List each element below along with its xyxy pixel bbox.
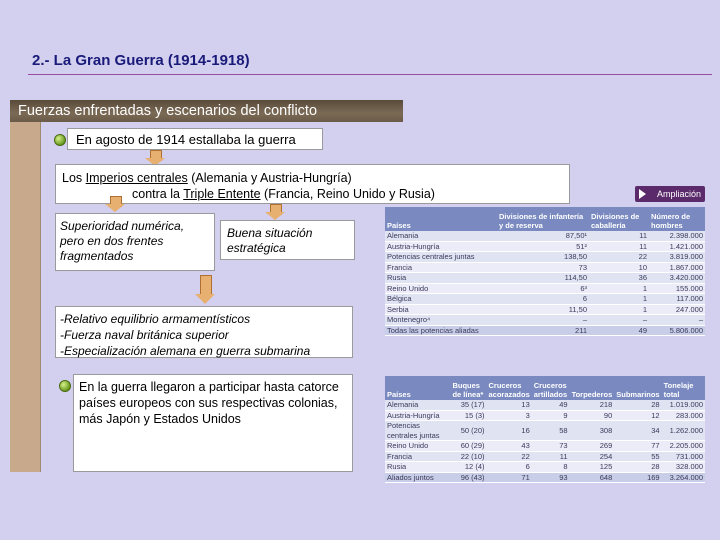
table-cell: 6³ [497,283,589,294]
table-cell: 247.000 [649,304,705,315]
table-cell: 90 [570,410,615,421]
table-cell: 6 [486,462,531,473]
ampliacion-label: Ampliación [656,189,701,199]
row-label: Montenegro⁴ [385,315,497,326]
alliances-mid: (Alemania y Austria-Hungría) [187,171,352,185]
table-cell: 11 [589,241,649,252]
table-cell: 117.000 [649,294,705,305]
arrow-head-icon [195,294,215,304]
alliances-box [55,164,570,204]
table-cell: 9 [532,410,570,421]
arrow-head-icon [105,204,125,212]
table-cell: 11 [532,451,570,462]
table-cell: 155.000 [649,283,705,294]
table-row [385,294,705,305]
table-row [385,241,705,252]
row-label: Austria-Hungría [385,241,497,252]
slide-title: 2.- La Gran Guerra (1914-1918) [32,52,250,69]
table-cell: 10 [589,262,649,273]
table-cell: 16 [486,421,531,441]
play-icon [639,189,646,199]
table-cell: 3.264.000 [662,472,705,483]
column-header: Divisiones de infantería y de reserva [497,207,589,231]
table-row [385,421,705,441]
balance-line: -Fuerza naval británica superior [60,328,229,342]
countries-box: En la guerra llegaron a participar hasta catorce países europeos con sus respectivas colonias, más Japón y Estados Unidos [73,374,353,472]
alliances-line2-post: (Francia, Reino Unido y Rusia) [260,187,435,201]
table-cell: 55 [614,451,661,462]
row-label: Francia [385,451,450,462]
table-cell: 73 [497,262,589,273]
table-cell: 5.806.000 [649,325,705,336]
triple-entente-label: Triple Entente [183,187,261,201]
row-label: Todas las potencias aliadas [385,325,497,336]
table-cell: 22 (10) [450,451,486,462]
table-row [385,451,705,462]
title-divider [28,74,712,75]
table-cell: 6 [497,294,589,305]
table-cell: 1.867.000 [649,262,705,273]
row-label: Austria-Hungría [385,410,450,421]
column-header: Cruceros acorazados [486,376,531,400]
row-label: Bélgica [385,294,497,305]
table-row [385,315,705,326]
column-header: Número de hombres [649,207,705,231]
column-header: Buques de línea* [450,376,486,400]
row-label: Potencias centrales juntas [385,252,497,263]
table-cell: 1 [589,283,649,294]
section-banner: Fuerzas enfrentadas y escenarios del conflicto [10,100,403,122]
table-cell: 2.398.000 [649,231,705,241]
table-row [385,472,705,483]
table-row [385,462,705,473]
table-row [385,325,705,336]
table-cell: 13 [486,400,531,410]
table-cell: 43 [486,441,531,452]
column-header: Cruceros artillados [532,376,570,400]
table-row [385,252,705,263]
row-label: Rusia [385,273,497,284]
row-label: Alemania [385,400,450,410]
table-cell: 1.019.000 [662,400,705,410]
table-cell: 58 [532,421,570,441]
table-cell: – [649,315,705,326]
table-cell: 77 [614,441,661,452]
table-cell: 93 [532,472,570,483]
row-label: Rusia [385,462,450,473]
strategic-box: Buena situación estratégica [220,220,355,260]
table-cell: 28 [614,462,661,473]
table-cell: – [589,315,649,326]
column-header: Torpederos [570,376,615,400]
table-cell: 2.205.000 [662,441,705,452]
central-powers-label: Imperios centrales [85,171,188,185]
column-header: Tonelaje total [662,376,705,400]
table-cell: 34 [614,421,661,441]
table-cell: 328.000 [662,462,705,473]
alliances-line2-pre: contra la [132,187,184,201]
table-row [385,410,705,421]
table-cell: 49 [532,400,570,410]
forces-table [385,207,705,336]
alliances-pre: Los [62,171,86,185]
row-label: Aliados juntos [385,472,450,483]
superiority-box: Superioridad numérica, pero en dos frentes fragmentados [55,213,215,271]
table-cell: 3.819.000 [649,252,705,263]
table-cell: 731.000 [662,451,705,462]
table-row [385,231,705,241]
table-cell: 28 [614,400,661,410]
table-cell: 36 [589,273,649,284]
table-cell: 71 [486,472,531,483]
table-cell: 8 [532,462,570,473]
table-cell: 125 [570,462,615,473]
table-cell: 96 (43) [450,472,486,483]
table-cell: 3 [486,410,531,421]
table-cell: 73 [532,441,570,452]
intro-box: En agosto de 1914 estallaba la guerra [67,128,323,150]
table-row [385,262,705,273]
table-row [385,400,705,410]
table-cell: 3.420.000 [649,273,705,284]
table-cell: 308 [570,421,615,441]
table-cell: 60 (29) [450,441,486,452]
table-cell: 254 [570,451,615,462]
balance-box [55,306,353,358]
bullet-icon [54,134,66,146]
column-header: Divisiones de caballería [589,207,649,231]
table-row [385,441,705,452]
row-label: Reino Unido [385,441,450,452]
left-decorative-bar [10,122,41,472]
bullet-icon [59,380,71,392]
balance-line: -Relativo equilibrio armamentísticos [60,312,251,326]
table-cell: 1 [589,294,649,305]
table-cell: 15 (3) [450,410,486,421]
arrow-head-icon [265,212,285,220]
table-cell: 51² [497,241,589,252]
row-label: Alemania [385,231,497,241]
column-header: Países [385,207,497,231]
column-header: Submarinos [614,376,661,400]
table-cell: 87,50¹ [497,231,589,241]
balance-line: -Especialización alemana en guerra submarina [60,344,311,358]
table-cell: 35 (17) [450,400,486,410]
table-cell: 283.000 [662,410,705,421]
table-row [385,273,705,284]
table-cell: 12 (4) [450,462,486,473]
column-header: Países [385,376,450,400]
table-cell: 169 [614,472,661,483]
table-cell: 218 [570,400,615,410]
table-cell: 12 [614,410,661,421]
table-cell: 648 [570,472,615,483]
ampliacion-button[interactable] [635,186,705,202]
table-cell: 211 [497,325,589,336]
table-cell: 49 [589,325,649,336]
table-row [385,304,705,315]
table-cell: 22 [486,451,531,462]
table-cell: 1.421.000 [649,241,705,252]
row-label: Serbia [385,304,497,315]
table-cell: 1.262.000 [662,421,705,441]
table-cell: 50 (20) [450,421,486,441]
table-cell: 11,50 [497,304,589,315]
row-label: Francia [385,262,497,273]
table-cell: 22 [589,252,649,263]
table-row [385,283,705,294]
table-cell: 269 [570,441,615,452]
table-cell: 11 [589,231,649,241]
table-cell: – [497,315,589,326]
table-cell: 138,50 [497,252,589,263]
naval-table [385,376,705,483]
table-cell: 114,50 [497,273,589,284]
row-label: Reino Unido [385,283,497,294]
table-cell: 1 [589,304,649,315]
row-label: Potencias centrales juntas [385,421,450,441]
